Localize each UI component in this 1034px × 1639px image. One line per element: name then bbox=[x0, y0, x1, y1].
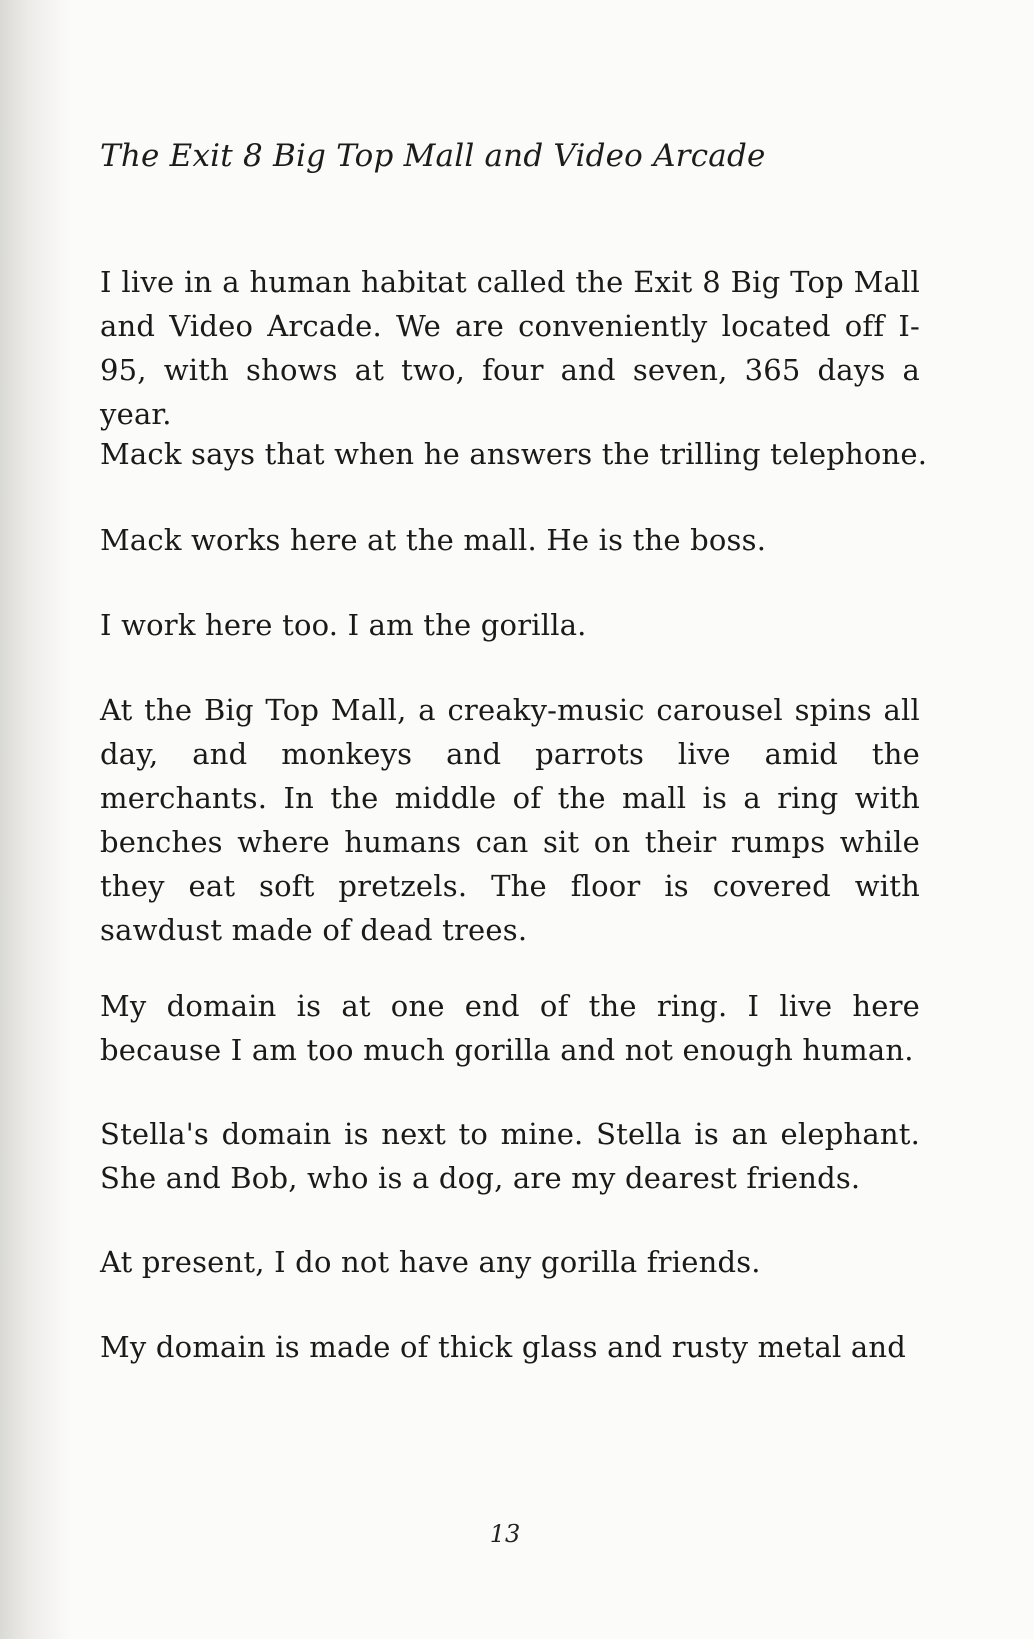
paragraph-7: Stella's domain is next to mine. Stella is an elephant. She and Bob, who is a dog, are my dearest friends. bbox=[100, 1117, 920, 1195]
paragraph-8: At present, I do not have any gorilla friends. bbox=[100, 1245, 761, 1279]
page-number: 13 bbox=[489, 1520, 521, 1548]
paragraph-3: Mack works here at the mall. He is the boss. bbox=[100, 523, 767, 557]
paragraph-2: Mack says that when he answers the trilling telephone. bbox=[100, 437, 928, 471]
page-gutter-shadow bbox=[0, 0, 70, 1639]
paragraph-5: At the Big Top Mall, a creaky-music carousel spins all day, and monkeys and parrots live amid the merchants. In the middle of the mall is a ring with benches where humans can sit on their rumps while they eat soft pretzels. The floor is covered with sawdust made of dead trees. bbox=[100, 693, 920, 947]
chapter-title: The Exit 8 Big Top Mall and Video Arcade bbox=[100, 138, 766, 174]
paragraph-1: I live in a human habitat called the Exit 8 Big Top Mall and Video Arcade. We are conveniently located off I-95, with shows at two, four and seven, 365 days a year. bbox=[100, 265, 920, 431]
paragraph-9: My domain is made of thick glass and rusty metal and bbox=[100, 1330, 907, 1364]
paragraph-6: My domain is at one end of the ring. I live here because I am too much gorilla and not enough human. bbox=[100, 989, 920, 1067]
paragraph-4: I work here too. I am the gorilla. bbox=[100, 608, 587, 642]
